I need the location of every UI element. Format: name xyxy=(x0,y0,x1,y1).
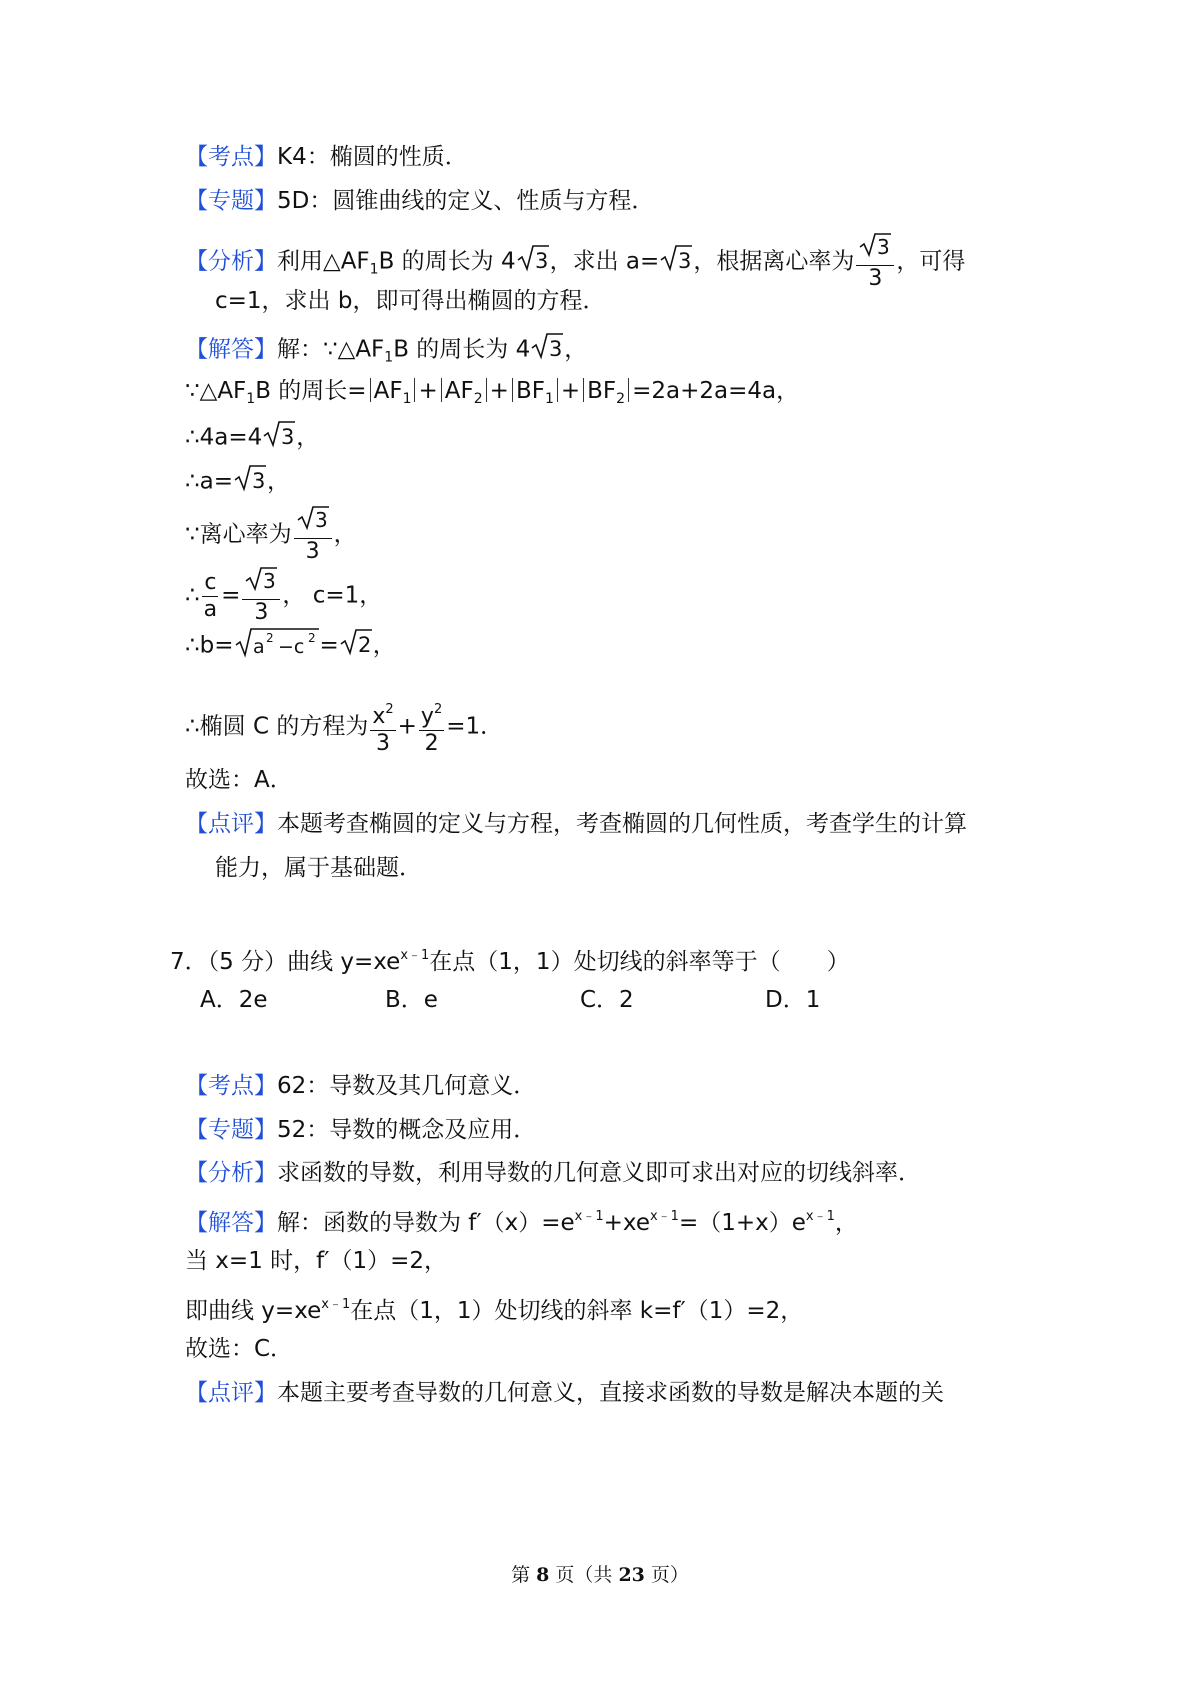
q7-option-c: C．2 xyxy=(580,987,634,1013)
q7-dianping: 【点评】本题主要考查导数的几何意义，直接求函数的导数是解决本题的关 xyxy=(185,1380,944,1406)
fenxi-tag: 【分析】 xyxy=(185,248,277,275)
svg-text:3: 3 xyxy=(263,569,277,592)
q7-option-a: A．2e xyxy=(200,987,268,1013)
sqrt-symbol xyxy=(339,627,373,665)
q6-step-eccentricity: ∵离心率为 $\frac{3}{3}$ ， xyxy=(185,505,357,565)
q6-dianping-line2: 能力，属于基础题． xyxy=(215,855,422,881)
q6-kaodian: 【考点】K4：椭圆的性质． xyxy=(185,144,468,170)
q7-stem: 7．（5 分）曲线 $y=xe^{x﹣1}$在点（1，1）处切线的斜率等于（ ） xyxy=(170,948,850,975)
kaodian-tag: 【考点】 xyxy=(185,1073,277,1099)
svg-text:−c: −c xyxy=(277,636,304,658)
svg-text:3: 3 xyxy=(314,508,328,531)
sqrt-symbol xyxy=(516,243,550,281)
fraction-sqrt3-over-3: $\frac{3}{3}$ xyxy=(242,566,280,626)
q7-kaodian: 【考点】62：导数及其几何意义． xyxy=(185,1073,537,1099)
svg-text:2: 2 xyxy=(307,631,316,645)
q7-zhuanti: 【专题】52：导数的概念及应用． xyxy=(185,1117,537,1143)
q7-fenxi: 【分析】求函数的导数，利用导数的几何意义即可求出对应的切线斜率． xyxy=(185,1160,921,1186)
page-footer: 第 8 页（共 23 页） xyxy=(511,1564,689,1586)
zhuanti-tag: 【专题】 xyxy=(185,188,277,214)
q6-step-c: ∴ $\frac{c}{a}$ = $\frac{3}{3}$ ， c=1， xyxy=(185,566,382,626)
q6-step-equation: ∴椭圆 C 的方程为 $\frac{x^2}{3}$ + $\frac{y^2}{2}$ =1． xyxy=(185,697,503,757)
svg-text:3: 3 xyxy=(252,469,266,493)
svg-text:3: 3 xyxy=(877,235,891,258)
jieda-tag: 【解答】 xyxy=(185,1210,277,1236)
q6-fenxi-line2: c=1，求出 b，即可得出椭圆的方程． xyxy=(215,288,606,314)
q7-answer: 故选：C． xyxy=(185,1336,294,1362)
fraction-x2-over-3: $\frac{x^2}{3}$ xyxy=(370,697,395,757)
q6-fenxi: 【分析】利用$\triangle AF_1B$ 的周长为 4 3 ，求出 a= 3 ，根据离心率为 $\frac{3}{3}$ ，可得 xyxy=(185,232,965,292)
fraction-sqrt3-over-3: $\frac{3}{3}$ xyxy=(856,232,894,292)
page-number: 8 xyxy=(536,1564,550,1586)
q7-jieda: 【解答】解：函数的导数为 $f'(x)=e^{x﹣1}+xe^{x﹣1}=(1+x)e^{x﹣1}$， xyxy=(185,1209,858,1236)
sqrt-symbol xyxy=(233,463,267,501)
svg-text:3: 3 xyxy=(281,425,295,449)
q7-step-2: 即曲线 $y=xe^{x﹣1}$在点（1，1）处切线的斜率 k=f′（1）=2， xyxy=(185,1297,804,1324)
svg-text:3: 3 xyxy=(534,249,548,273)
svg-text:a: a xyxy=(252,636,265,658)
q6-step-a: ∴a= 3 ， xyxy=(185,463,290,501)
q6-zhuanti: 【专题】5D：圆锥曲线的定义、性质与方程． xyxy=(185,188,655,214)
sqrt-symbol xyxy=(262,419,296,457)
kaodian-tag: 【考点】 xyxy=(185,144,277,170)
q7-step-1: 当 x=1 时，f′（1）=2， xyxy=(185,1248,447,1274)
svg-text:2: 2 xyxy=(265,631,274,645)
q6-dianping: 【点评】本题考查椭圆的定义与方程，考查椭圆的几何性质，考查学生的计算 xyxy=(185,811,967,837)
dianping-tag: 【点评】 xyxy=(185,811,277,837)
sqrt-symbol xyxy=(234,626,320,666)
total-pages: 23 xyxy=(618,1564,645,1586)
q6-jieda: 【解答】解：$\because\triangle AF_1B$ 的周长为 4 3 ， xyxy=(185,331,587,373)
svg-text:2: 2 xyxy=(357,633,372,657)
q6-answer: 故选：A． xyxy=(185,767,293,793)
fraction-c-over-a: $\frac{c}{a}$ xyxy=(203,569,218,622)
q7-option-d: D．1 xyxy=(765,987,821,1013)
fenxi-tag: 【分析】 xyxy=(185,1160,277,1186)
q6-step-b: ∴b= a 2 −c 2 = 2 ， xyxy=(185,626,396,666)
jieda-tag: 【解答】 xyxy=(185,336,277,363)
q6-step-perimeter: $\because\triangle AF_1B$ 的周长= $AF_1 + AF_2 + BF_1 + BF_2 =2a+2a=4a$， xyxy=(185,378,800,407)
dianping-tag: 【点评】 xyxy=(185,1380,277,1406)
zhuanti-tag: 【专题】 xyxy=(185,1117,277,1143)
svg-text:3: 3 xyxy=(678,249,692,273)
q6-step-4a: ∴4a=4 3 ， xyxy=(185,419,319,457)
q7-option-b: B．e xyxy=(385,987,438,1013)
svg-text:3: 3 xyxy=(549,337,563,361)
sqrt-symbol xyxy=(659,243,693,281)
fraction-y2-over-2: $\frac{y^2}{2}$ xyxy=(419,697,444,757)
sqrt-symbol xyxy=(530,331,564,369)
fraction-sqrt3-over-3: $\frac{3}{3}$ xyxy=(294,505,332,565)
